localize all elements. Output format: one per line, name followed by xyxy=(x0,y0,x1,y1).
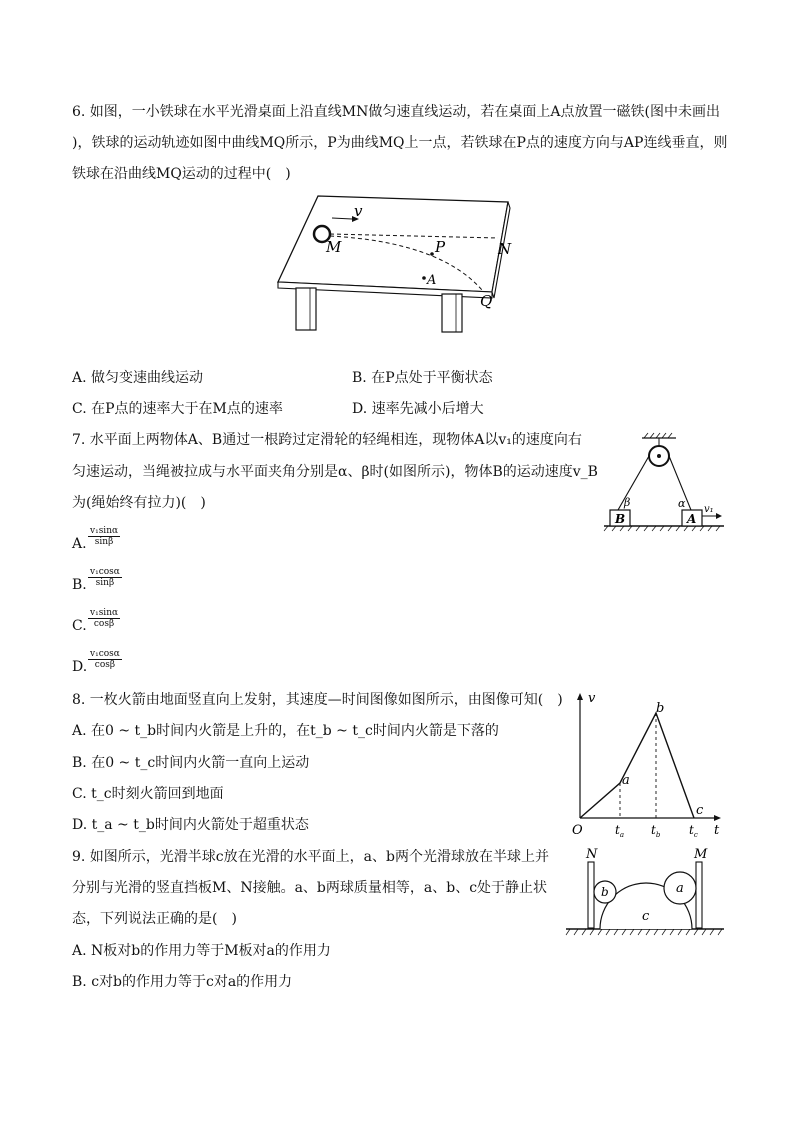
q8-label-a: a xyxy=(622,773,630,788)
q8-tick-tc-t: t xyxy=(689,823,694,837)
q7-label-B: B xyxy=(615,512,626,526)
q6-option-C: C. 在P点的速率大于在M点的速率 xyxy=(72,401,283,417)
q7-option-D-denominator: cosβ xyxy=(94,660,116,670)
q6-label-A: A xyxy=(427,273,437,288)
q7-stem-line-1: 7. 水平面上两物体A、B通过一根跨过定滑轮的轻绳相连，现物体A以v₁的速度向右 xyxy=(72,432,582,448)
q9-label-c: c xyxy=(642,909,650,924)
q7-option-C-denominator: cosβ xyxy=(93,619,115,629)
q8-option-B: B. 在0 ~ t_c时间内火箭一直向上运动 xyxy=(72,755,310,771)
q8-option-A: A. 在0 ~ t_b时间内火箭是上升的，在t_b ~ t_c时间内火箭是下落的 xyxy=(72,723,499,739)
q7-option-A-fraction xyxy=(88,526,120,547)
q8-option-D: D. t_a ~ t_b时间内火箭处于超重状态 xyxy=(72,817,309,833)
q9-stem-line-3: 态，下列说法正确的是( ) xyxy=(72,911,237,927)
q9-stem-line-1: 9. 如图所示，光滑半球c放在光滑的水平面上，a、b两个光滑球放在半球上并 xyxy=(72,849,549,865)
q8-tick-ta-sub: a xyxy=(619,831,625,839)
q7-option-A-denominator: sinβ xyxy=(94,537,114,547)
q8-tick-tc-sub: c xyxy=(693,831,698,839)
q6-label-N: N xyxy=(498,240,512,258)
q8-label-b: b xyxy=(656,701,665,716)
q6-label-P: P xyxy=(435,238,446,256)
q7-label-v1: v₁ xyxy=(704,504,714,515)
q7-option-C-label: C. xyxy=(72,618,87,634)
q8-tick-tb-sub: b xyxy=(655,831,661,839)
q8-tick-tb-t: t xyxy=(651,823,656,837)
q7-label-beta: β xyxy=(624,496,631,509)
q8-figure-vt-graph xyxy=(568,690,728,840)
q8-label-t: t xyxy=(714,823,720,838)
q7-option-D-numerator: v₁cosα xyxy=(90,649,120,659)
q6-label-Q: Q xyxy=(480,292,493,310)
q7-option-D-fraction xyxy=(88,649,122,670)
q6-label-v: v xyxy=(354,202,363,220)
q9-figure-spheres xyxy=(562,844,728,940)
q9-option-A: A. N板对b的作用力等于M板对a的作用力 xyxy=(72,943,331,959)
q7-option-A-label: A. xyxy=(72,536,87,552)
q8-stem-line-1: 8. 一枚火箭由地面竖直向上发射，其速度—时间图像如图所示，由图像可知( ) xyxy=(72,692,563,708)
q6-label-M: M xyxy=(326,238,342,256)
q7-option-B-fraction xyxy=(88,567,122,588)
q8-tick-tb xyxy=(651,823,661,839)
q8-label-c: c xyxy=(696,803,704,818)
q6-figure-table xyxy=(270,190,520,340)
q9-label-M: M xyxy=(694,847,708,862)
q7-label-alpha: α xyxy=(678,497,686,510)
q8-tick-ta-t: t xyxy=(615,823,620,837)
q6-option-B: B. 在P点处于平衡状态 xyxy=(352,370,493,386)
q6-stem-line-1: 6. 如图，一小铁球在水平光滑桌面上沿直线MN做匀速直线运动，若在桌面上A点放置一磁铁(图中未画出 xyxy=(72,104,720,120)
q8-tick-ta xyxy=(615,823,624,839)
q6-stem-line-3: 铁球在沿曲线MQ运动的过程中( ) xyxy=(72,166,291,182)
q7-option-B-label: B. xyxy=(72,577,87,593)
q8-label-O: O xyxy=(572,823,583,838)
q7-stem-line-2: 匀速运动，当绳被拉成与水平面夹角分别是α、β时(如图所示)，物体B的运动速度v_B xyxy=(72,464,598,480)
q7-option-B-denominator: sinβ xyxy=(95,578,115,588)
q7-stem-line-3: 为(绳始终有拉力)( ) xyxy=(72,495,206,511)
q7-option-A-numerator: v₁sinα xyxy=(90,526,119,536)
q9-label-b: b xyxy=(601,885,609,899)
q7-option-D-label: D. xyxy=(72,659,88,675)
q9-label-a: a xyxy=(676,881,684,896)
q6-option-A: A. 做匀变速曲线运动 xyxy=(72,370,204,386)
q9-option-B: B. c对b的作用力等于c对a的作用力 xyxy=(72,974,293,990)
q8-option-C: C. t_c时刻火箭回到地面 xyxy=(72,786,224,802)
q9-label-N: N xyxy=(586,847,598,862)
q7-label-A: A xyxy=(687,512,697,526)
q6-option-D: D. 速率先减小后增大 xyxy=(352,401,484,417)
q6-stem-line-2: )，铁球的运动轨迹如图中曲线MQ所示，P为曲线MQ上一点，若铁球在P点的速度方向与AP连线垂直，则 xyxy=(72,135,728,151)
q7-option-B-numerator: v₁cosα xyxy=(90,567,120,577)
q7-option-C-fraction xyxy=(88,608,120,629)
q7-option-C-numerator: v₁sinα xyxy=(90,608,119,618)
q8-tick-tc xyxy=(689,823,698,839)
q9-stem-line-2: 分别与光滑的竖直挡板M、N接触。a、b两球质量相等，a、b、c处于静止状 xyxy=(72,880,548,896)
q8-label-v: v xyxy=(588,691,596,706)
q7-figure-pulley xyxy=(600,432,730,532)
